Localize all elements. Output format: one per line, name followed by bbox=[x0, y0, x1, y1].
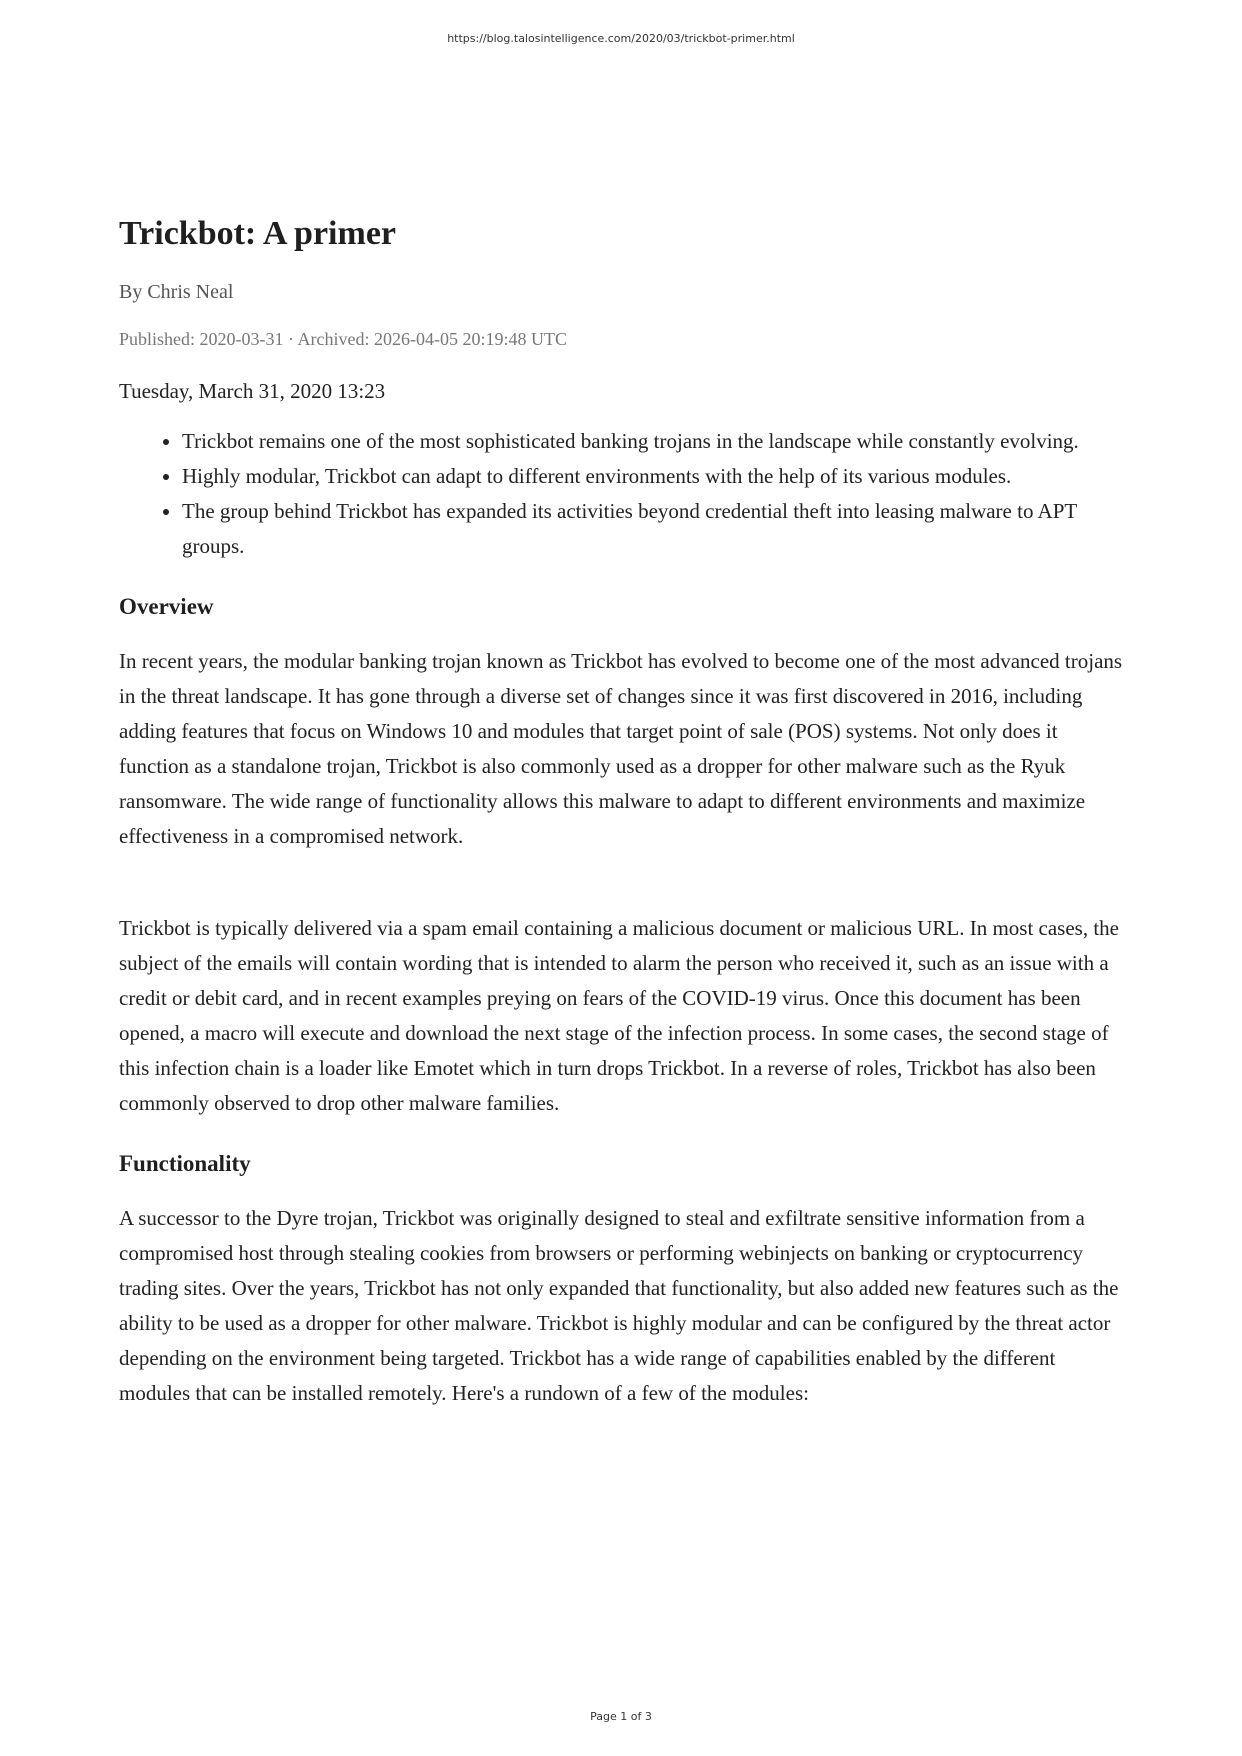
highlights-list bbox=[119, 424, 1124, 564]
page-number-footer: Page 1 of 3 bbox=[590, 1710, 652, 1723]
highlight-item: • Trickbot remains one of the most sophisticated banking trojans in the landscape while constantly evolving. bbox=[182, 424, 1124, 459]
article-title: Trickbot: A primer bbox=[119, 215, 396, 252]
functionality-paragraph-1: A successor to the Dyre trojan, Trickbot was originally designed to steal and exfiltrate sensitive information from a compromised host through stealing cookies from browsers or performing webinjects on banking or cryptocurrency trading sites. Over the years, Trickbot has not only expanded that functionality, but also added new features such as the ability to be used as a dropper for other malware. Trickbot is highly modular and can be configured by the threat actor depending on the environment being targeted. Trickbot has a wide range of capabilities enabled by the different modules that can be installed remotely. Here's a rundown of a few of the modules: bbox=[119, 1206, 1119, 1405]
section-heading-overview: Overview bbox=[119, 594, 214, 619]
overview-paragraph-2: Trickbot is typically delivered via a spam email containing a malicious document or malicious URL. In most cases, the subject of the emails will contain wording that is intended to alarm the person who received it, such as an issue with a credit or debit card, and in recent examples preying on fears of the COVID-19 virus. Once this document has been opened, a macro will execute and download the next stage of the infection process. In some cases, the second stage of this infection chain is a loader like Emotet which in turn drops Trickbot. In a reverse of roles, Trickbot has also been commonly observed to drop other malware families. bbox=[119, 916, 1120, 1115]
section-heading-functionality: Functionality bbox=[119, 1151, 251, 1176]
overview-paragraph-1: In recent years, the modular banking trojan known as Trickbot has evolved to become one of the most advanced trojans in the threat landscape. It has gone through a diverse set of changes since it was first discovered in 2016, including adding features that focus on Windows 10 and modules that target point of sale (POS) systems. Not only does it function as a standalone trojan, Trickbot is also commonly used as a dropper for other malware such as the Ryuk ransomware. The wide range of functionality allows this malware to adapt to different environments and maximize effectiveness in a compromised network. bbox=[119, 649, 1123, 848]
article-meta: Published: 2020-03-31 · Archived: 2026-04-05 20:19:48 UTC bbox=[119, 329, 567, 349]
article bbox=[119, 212, 1124, 1411]
highlight-item: • The group behind Trickbot has expanded its activities beyond credential theft into leasing malware to APT groups. bbox=[182, 494, 1124, 564]
article-dateline: Tuesday, March 31, 2020 13:23 bbox=[119, 379, 386, 403]
highlight-item: • Highly modular, Trickbot can adapt to different environments with the help of its various modules. bbox=[182, 459, 1124, 494]
page-url-header: https://blog.talosintelligence.com/2020/03/trickbot-primer.html bbox=[447, 32, 795, 45]
article-byline: By Chris Neal bbox=[119, 281, 234, 303]
